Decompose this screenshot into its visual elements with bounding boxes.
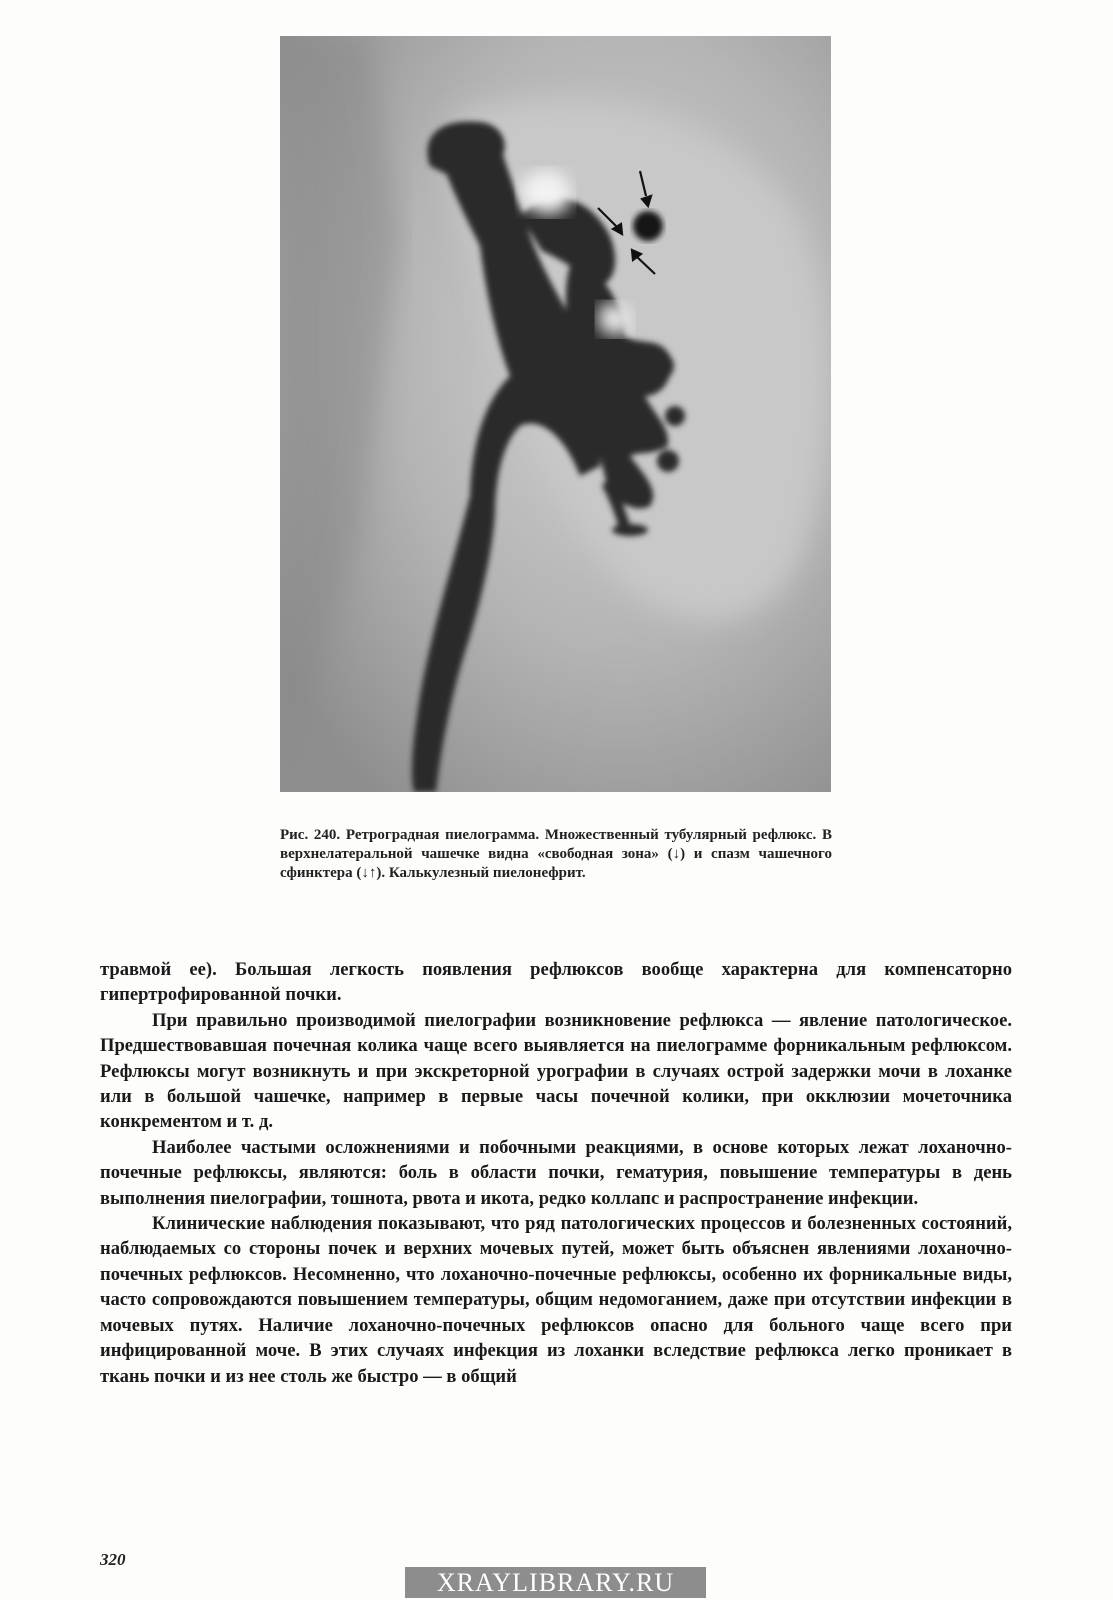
figure-caption: Рис. 240. Ретроградная пиелограмма. Множественный тубулярный рефлюкс. В верхнелатеральной чашечке видна «свободная зона» (↓) и спазм чашечного сфинктера (↓↑). Калькулезный пиелонефрит. — [280, 827, 832, 881]
pyelogram-figure — [280, 36, 831, 792]
page-number: 320 — [100, 1550, 126, 1569]
paragraph: травмой ее). Большая легкость появления рефлюксов вообще характерна для компенсаторно гипертрофированной почки. — [100, 959, 1012, 1006]
watermark: XRAYLIBRARY.RU — [405, 1567, 706, 1598]
paragraph: Клинические наблюдения показывают, что ряд патологических процессов и болезненных состояний, наблюдаемых со стороны почек и верхних мочевых путей, может быть объяснен явлениями лоханочно-почечных рефлюксов. Несомненно, что лоханочно-почечные рефлюксы, особенно их форникальные виды, часто сопровождаются повышением температуры, общим недомоганием, даже при отсутствии инфекции в мочевых путях. Наличие лоханочно-почечных рефлюксов опасно для больного чаще всего при инфицированной моче. В этих случаях инфекция из лоханки вследствие рефлюкса легко проникает в ткань почки и из нее столь же быстро — в общий — [100, 1213, 1012, 1387]
pyelogram-image — [280, 36, 831, 792]
paragraph: Наиболее частыми осложнениями и побочными реакциями, в основе которых лежат лоханочно-почечные рефлюксы, являются: боль в области почки, гематурия, повышение температуры в день выполнения пиелографии, тошнота, рвота и икота, редко коллапс и распространение инфекции. — [100, 1136, 1012, 1209]
paragraph: При правильно производимой пиелографии возникновение рефлюкса — явление патологическое. Предшествовавшая почечная колика чаще всего выявляется на пиелограмме форникальным рефлюксом. Рефлюксы могут возникнуть и при экскреторной урографии в случаях острой задержки мочи в лоханке или в большой чашечке, например в первые часы почечной колики, при окклюзии мочеточника конкрементом и т. д. — [100, 1009, 1012, 1133]
body-text — [100, 957, 1012, 1389]
